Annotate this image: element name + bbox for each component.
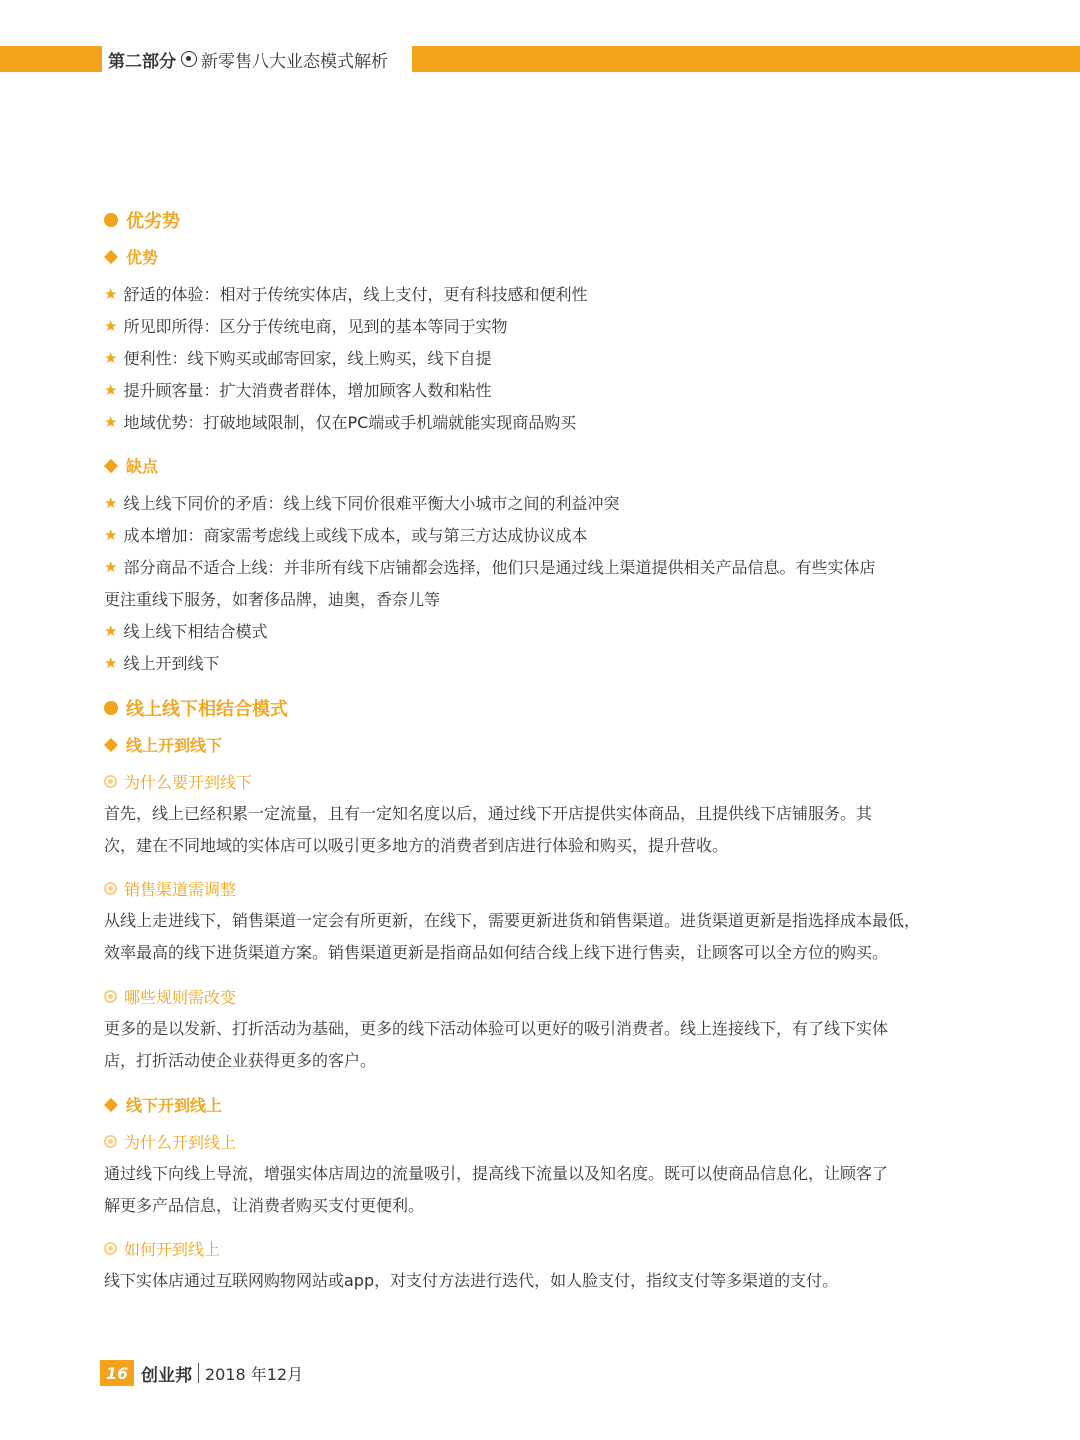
star-icon: ★: [104, 316, 118, 335]
list-item-continuation: 更注重线下服务，如奢侈品牌，迪奥，香奈儿等: [104, 590, 441, 609]
header-part: 第二部分: [108, 51, 176, 72]
heading-advantages: 优势: [104, 245, 158, 268]
bullseye-icon: [181, 51, 197, 67]
page-number: 16: [100, 1360, 134, 1386]
header-band-right: [412, 46, 1080, 72]
diamond-bullet-icon: [104, 249, 118, 263]
header-band-left: [0, 46, 102, 72]
star-icon: ★: [104, 380, 118, 399]
star-icon: ★: [104, 284, 118, 303]
heading-disadvantages: 缺点: [104, 454, 158, 477]
star-icon: ★: [104, 621, 118, 640]
diamond-bullet-icon: [104, 737, 118, 751]
ring-bullet-icon: [104, 1135, 117, 1148]
star-icon: ★: [104, 412, 118, 431]
page-footer: [100, 1360, 303, 1386]
paragraph: 从线上走进线下，销售渠道一定会有所更新，在线下，需要更新进货和销售渠道。进货渠道更新是指选择成本最低， 效率最高的线下进货渠道方案。销售渠道更新是指商品如何结合线上线下进行售卖，让顾客可以全方位的购买。: [104, 911, 921, 962]
ring-bullet-icon: [104, 990, 117, 1003]
list-item: ★ 舒适的体验：相对于传统实体店，线上支付，更有科技感和便利性: [104, 284, 588, 304]
paragraph: 线下实体店通过互联网购物网站或app，对支付方法进行迭代，如人脸支付，指纹支付等多渠道的支付。: [104, 1271, 839, 1290]
subheading-channels: 销售渠道需调整: [104, 877, 236, 900]
list-item: ★ 线上开到线下: [104, 653, 220, 673]
heading-pros-cons: 优劣势: [104, 207, 180, 233]
list-item: ★ 线上线下相结合模式: [104, 621, 268, 641]
list-item: ★ 部分商品不适合上线：并非所有线下店铺都会选择，他们只是通过线上渠道提供相关产品信息。有些实体店: [104, 557, 876, 577]
star-icon: ★: [104, 348, 118, 367]
diamond-bullet-icon: [104, 458, 118, 472]
list-item: ★ 便利性：线下购买或邮寄回家，线上购买，线下自提: [104, 348, 492, 368]
star-icon: ★: [104, 653, 118, 672]
header-title: 新零售八大业态模式解析: [201, 51, 388, 72]
list-item: ★ 线上线下同价的矛盾：线上线下同价很难平衡大小城市之间的利益冲突: [104, 493, 620, 513]
star-icon: ★: [104, 525, 118, 544]
circle-bullet-icon: [104, 213, 118, 227]
subheading-why-offline: 为什么要开到线下: [104, 770, 252, 793]
diamond-bullet-icon: [104, 1097, 118, 1111]
subheading-why-online: 为什么开到线上: [104, 1130, 236, 1153]
subheading-how-online: 如何开到线上: [104, 1237, 220, 1260]
ring-bullet-icon: [104, 1242, 117, 1255]
list-item: ★ 地域优势：打破地域限制，仅在PC端或手机端就能实现商品购买: [104, 412, 577, 432]
heading-online-to-offline: 线上开到线下: [104, 733, 222, 756]
list-item: ★ 所见即所得：区分于传统电商，见到的基本等同于实物: [104, 316, 508, 336]
ring-bullet-icon: [104, 775, 117, 788]
paragraph: 通过线下向线上导流，增强实体店周边的流量吸引，提高线下流量以及知名度。既可以使商品信息化，让顾客了 解更多产品信息，让消费者购买支付更便利。: [104, 1164, 889, 1215]
heading-o2o: 线上线下相结合模式: [104, 695, 288, 721]
issue-date: 2018 年12月: [205, 1364, 304, 1384]
paragraph: 首先，线上已经积累一定流量，且有一定知名度以后，通过线下开店提供实体商品，且提供线下店铺服务。其 次，建在不同地域的实体店可以吸引更多地方的消费者到店进行体验和购买，提升营收。: [104, 804, 873, 855]
circle-bullet-icon: [104, 701, 118, 715]
list-item: ★ 成本增加：商家需考虑线上或线下成本，或与第三方达成协议成本: [104, 525, 588, 545]
subheading-rules: 哪些规则需改变: [104, 985, 236, 1008]
star-icon: ★: [104, 493, 118, 512]
section-header: [108, 46, 388, 72]
paragraph: 更多的是以发新、打折活动为基础，更多的线下活动体验可以更好的吸引消费者。线上连接线下，有了线下实体 店，打折活动使企业获得更多的客户。: [104, 1019, 889, 1070]
list-item: ★ 提升顾客量：扩大消费者群体，增加顾客人数和粘性: [104, 380, 492, 400]
brand-logo: 创业邦: [141, 1365, 192, 1386]
ring-bullet-icon: [104, 882, 117, 895]
footer-divider: [198, 1363, 199, 1383]
star-icon: ★: [104, 557, 118, 576]
heading-offline-to-online: 线下开到线上: [104, 1093, 222, 1116]
